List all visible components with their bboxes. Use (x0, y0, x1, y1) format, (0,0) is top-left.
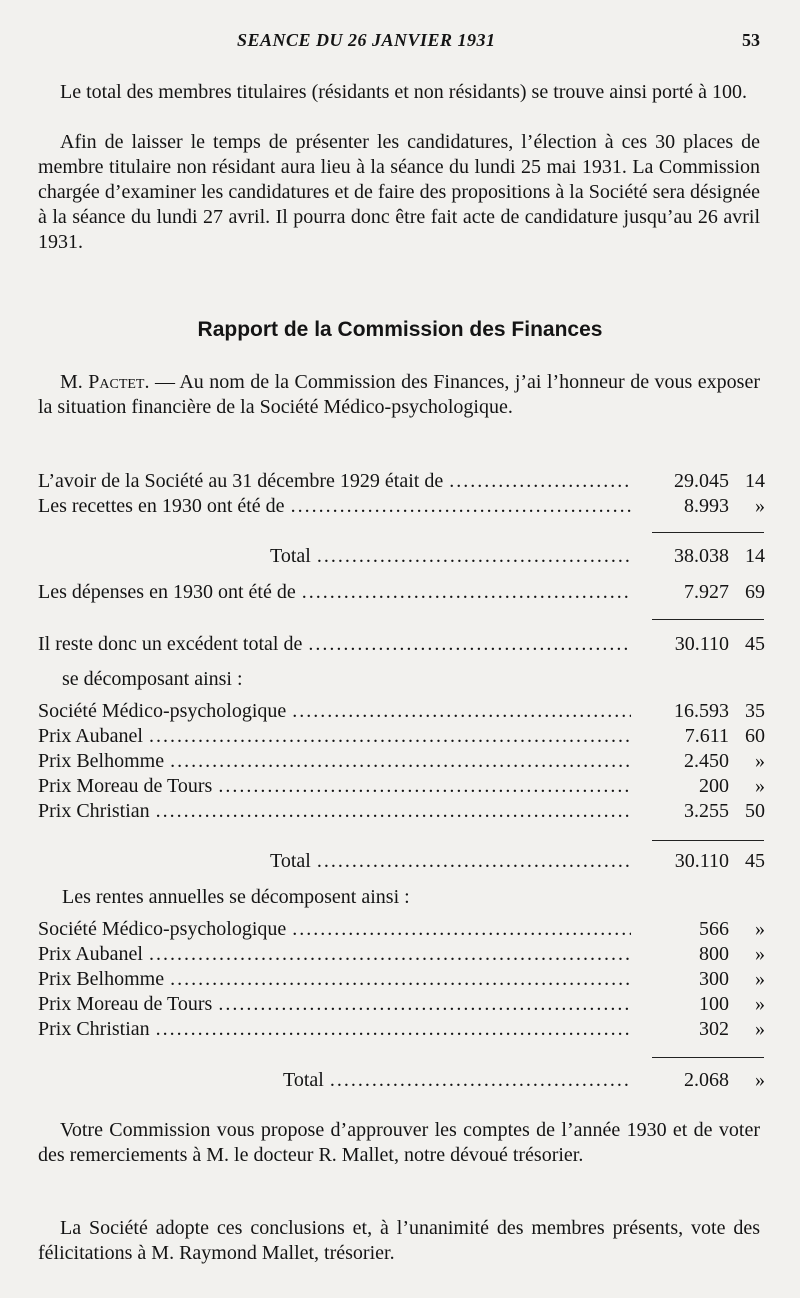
page-header (0, 30, 800, 56)
section-title: Rapport de la Commission des Finances (197, 318, 603, 341)
rente-cents: » (755, 918, 765, 940)
sum-rule (652, 532, 764, 533)
leader-dots (308, 633, 631, 656)
leader-dots (449, 470, 631, 493)
closing-text-1: Votre Commission vous propose d’approuver les comptes de l’année 1930 et de voter des remerciements à M. le docteur R. Mallet, notre dévoué trésorier. (38, 1119, 760, 1166)
breakdown-row (38, 725, 765, 750)
ledger-amount: 8.993 (684, 495, 729, 517)
total-row (38, 1069, 765, 1094)
expenses-cents: 69 (745, 581, 765, 603)
total-row (38, 545, 765, 570)
rente-label: Prix Belhomme (38, 968, 165, 990)
leader-dots (156, 1018, 631, 1041)
rente-label: Prix Aubanel (38, 943, 143, 965)
rentes-intro: Les rentes annuelles se décomposent ainsi : (62, 886, 410, 908)
page-number: 53 (742, 30, 760, 50)
breakdown-label: Prix Belhomme (38, 750, 165, 772)
breakdown-cents: 50 (745, 800, 765, 822)
breakdown-intro: se décomposant ainsi : (62, 668, 243, 690)
leader-dots (218, 775, 631, 798)
report-text: — Au nom de la Commission des Finances, j’ai l’honneur de vous exposer la situation financière de la Société Médico-psychologique. (38, 371, 760, 418)
breakdown-cents: » (755, 750, 765, 772)
closing-paragraph-2 (38, 1216, 760, 1266)
intro-paragraph-2 (38, 130, 760, 255)
ledger-row (38, 495, 765, 520)
total-cents: 14 (745, 545, 765, 567)
expenses-label: Les dépenses en 1930 ont été de (38, 581, 296, 603)
rente-amount: 300 (699, 968, 729, 990)
leader-dots (149, 943, 631, 966)
leader-dots (292, 700, 631, 723)
total-cents: » (755, 1069, 765, 1091)
breakdown-cents: » (755, 775, 765, 797)
rente-cents: » (755, 1018, 765, 1040)
rente-row (38, 968, 765, 993)
leader-dots (330, 1069, 631, 1092)
breakdown-amount: 16.593 (674, 700, 729, 722)
breakdown-label: Prix Christian (38, 800, 150, 822)
total-amount: 2.068 (684, 1069, 729, 1091)
total-row (38, 850, 765, 875)
intro-paragraph-1 (38, 80, 760, 105)
breakdown-label: Société Médico-psychologique (38, 700, 287, 722)
total-amount: 38.038 (674, 545, 729, 567)
total-amount: 30.110 (674, 850, 729, 872)
ledger-label: Les recettes en 1930 ont été de (38, 495, 285, 517)
ledger-cents: 14 (745, 470, 765, 492)
surplus-cents: 45 (745, 633, 765, 655)
breakdown-row (38, 700, 765, 725)
rente-cents: » (755, 993, 765, 1015)
surplus-row (38, 633, 765, 658)
rente-row (38, 993, 765, 1018)
breakdown-amount: 7.611 (684, 725, 729, 747)
leader-dots (170, 750, 631, 773)
rente-amount: 566 (699, 918, 729, 940)
rente-label: Prix Christian (38, 1018, 150, 1040)
breakdown-row (38, 750, 765, 775)
report-paragraph (38, 370, 760, 420)
ledger-amount: 29.045 (674, 470, 729, 492)
leader-dots (317, 545, 631, 568)
sum-rule (652, 619, 764, 620)
speaker-name: M. Pactet. (60, 371, 150, 393)
total-label: Total (270, 850, 311, 872)
rente-cents: » (755, 968, 765, 990)
intro-text-2: Afin de laisser le temps de présenter les candidatures, l’élection à ces 30 places de membre titulaire non résidant aura lieu à la séance du lundi 25 mai 1931. La Commission chargée d’examiner les candidatures et de faire des propositions à la Société sera désignée à la séance du lundi 27 avril. Il pourra donc être fait acte de candidature jusqu’au 26 avril 1931. (38, 131, 760, 253)
breakdown-row (38, 775, 765, 800)
closing-paragraph-1 (38, 1118, 760, 1168)
breakdown-label: Prix Moreau de Tours (38, 775, 213, 797)
ledger-label: L’avoir de la Société au 31 décembre 1929 était de (38, 470, 444, 492)
rente-amount: 302 (699, 1018, 729, 1040)
rente-amount: 800 (699, 943, 729, 965)
rente-cents: » (755, 943, 765, 965)
rente-label: Société Médico-psychologique (38, 918, 287, 940)
breakdown-amount: 200 (699, 775, 729, 797)
breakdown-label: Prix Aubanel (38, 725, 143, 747)
expenses-row (38, 581, 765, 606)
leader-dots (292, 918, 631, 941)
expenses-amount: 7.927 (684, 581, 729, 603)
leader-dots (291, 495, 631, 518)
breakdown-cents: 35 (745, 700, 765, 722)
total-cents: 45 (745, 850, 765, 872)
breakdown-cents: 60 (745, 725, 765, 747)
leader-dots (317, 850, 631, 873)
leader-dots (302, 581, 631, 604)
running-title: SEANCE DU 26 JANVIER 1931 (237, 30, 496, 50)
leader-dots (149, 725, 631, 748)
rente-row (38, 1018, 765, 1043)
rente-row (38, 918, 765, 943)
leader-dots (156, 800, 631, 823)
sum-rule (652, 840, 764, 841)
leader-dots (170, 968, 631, 991)
surplus-amount: 30.110 (674, 633, 729, 655)
leader-dots (218, 993, 631, 1016)
ledger-row (38, 470, 765, 495)
intro-text-1: Le total des membres titulaires (résidants et non résidants) se trouve ainsi porté à 100. (60, 81, 748, 103)
breakdown-row (38, 800, 765, 825)
closing-text-2: La Société adopte ces conclusions et, à l’unanimité des membres présents, vote des félicitations à M. Raymond Mallet, trésorier. (38, 1217, 760, 1264)
breakdown-amount: 2.450 (684, 750, 729, 772)
sum-rule (652, 1057, 764, 1058)
rente-amount: 100 (699, 993, 729, 1015)
rente-row (38, 943, 765, 968)
ledger-cents: » (755, 495, 765, 517)
breakdown-amount: 3.255 (684, 800, 729, 822)
total-label: Total (283, 1069, 324, 1091)
total-label: Total (270, 545, 311, 567)
surplus-label: Il reste donc un excédent total de (38, 633, 303, 655)
rente-label: Prix Moreau de Tours (38, 993, 213, 1015)
